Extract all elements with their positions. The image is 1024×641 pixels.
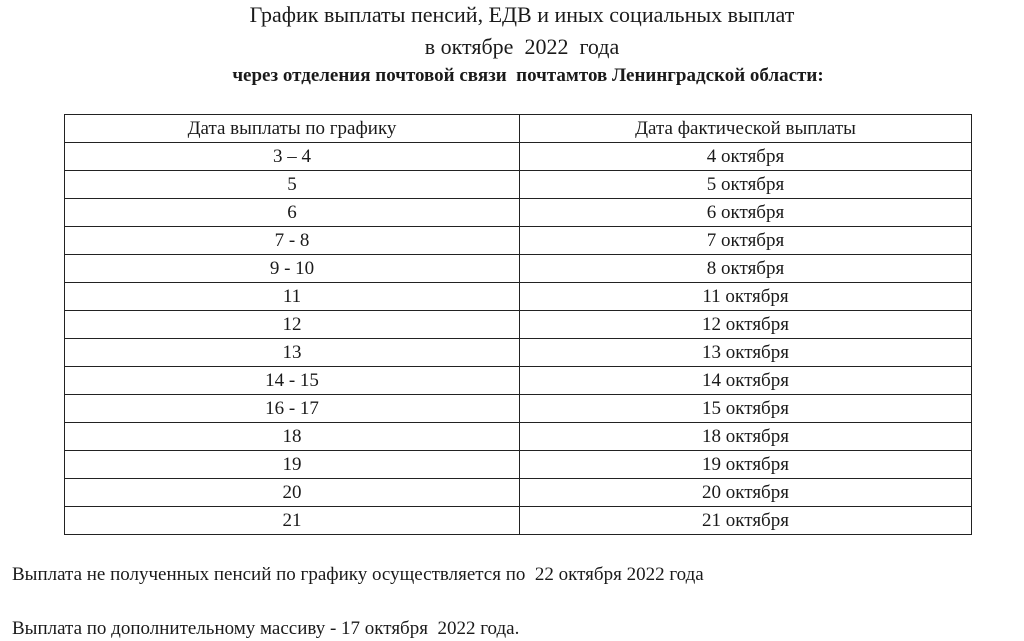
scheduled-date-cell: 12 <box>65 311 520 339</box>
scheduled-date-cell: 21 <box>65 507 520 535</box>
scheduled-date-cell: 11 <box>65 283 520 311</box>
table-header-row <box>65 115 972 143</box>
additional-array-note: Выплата по дополнительному массиву - 17 октября 2022 года. <box>12 618 520 639</box>
actual-date-cell: 14 октября <box>520 367 972 395</box>
actual-date-cell: 18 октября <box>520 423 972 451</box>
scheduled-date-cell: 7 - 8 <box>65 227 520 255</box>
actual-date-cell: 21 октября <box>520 507 972 535</box>
table-row <box>65 479 972 507</box>
scheduled-date-cell: 14 - 15 <box>65 367 520 395</box>
table-row <box>65 283 972 311</box>
table-row <box>65 507 972 535</box>
actual-date-cell: 15 октября <box>520 395 972 423</box>
actual-date-cell: 5 октября <box>520 171 972 199</box>
scheduled-date-cell: 6 <box>65 199 520 227</box>
actual-date-cell: 13 октября <box>520 339 972 367</box>
table-row <box>65 367 972 395</box>
table-row <box>65 227 972 255</box>
document-subtitle: через отделения почтовой связи почтамтов Ленинградской области: <box>232 65 824 86</box>
actual-date-cell: 20 октября <box>520 479 972 507</box>
table-row <box>65 143 972 171</box>
table-row <box>65 423 972 451</box>
table-row <box>65 311 972 339</box>
actual-date-cell: 4 октября <box>520 143 972 171</box>
actual-date-cell: 6 октября <box>520 199 972 227</box>
scheduled-date-cell: 16 - 17 <box>65 395 520 423</box>
table-row <box>65 171 972 199</box>
actual-date-cell: 19 октября <box>520 451 972 479</box>
table-row <box>65 255 972 283</box>
scheduled-date-cell: 20 <box>65 479 520 507</box>
scheduled-date-cell: 3 – 4 <box>65 143 520 171</box>
unclaimed-pension-note: Выплата не полученных пенсий по графику осуществляется по 22 октября 2022 года <box>12 564 704 585</box>
payment-schedule-table <box>64 114 972 535</box>
scheduled-date-cell: 5 <box>65 171 520 199</box>
actual-date-cell: 11 октября <box>520 283 972 311</box>
scheduled-date-cell: 13 <box>65 339 520 367</box>
actual-date-cell: 8 октября <box>520 255 972 283</box>
scheduled-date-cell: 18 <box>65 423 520 451</box>
column-header-actual-date: Дата фактической выплаты <box>520 115 972 143</box>
table-row <box>65 199 972 227</box>
document-title-period: в октябре 2022 года <box>424 34 620 59</box>
actual-date-cell: 7 октября <box>520 227 972 255</box>
scheduled-date-cell: 19 <box>65 451 520 479</box>
column-header-scheduled-date: Дата выплаты по графику <box>65 115 520 143</box>
actual-date-cell: 12 октября <box>520 311 972 339</box>
table-row <box>65 339 972 367</box>
scheduled-date-cell: 9 - 10 <box>65 255 520 283</box>
table-row <box>65 451 972 479</box>
table-row <box>65 395 972 423</box>
document-title: График выплаты пенсий, ЕДВ и иных социальных выплат <box>249 2 795 27</box>
